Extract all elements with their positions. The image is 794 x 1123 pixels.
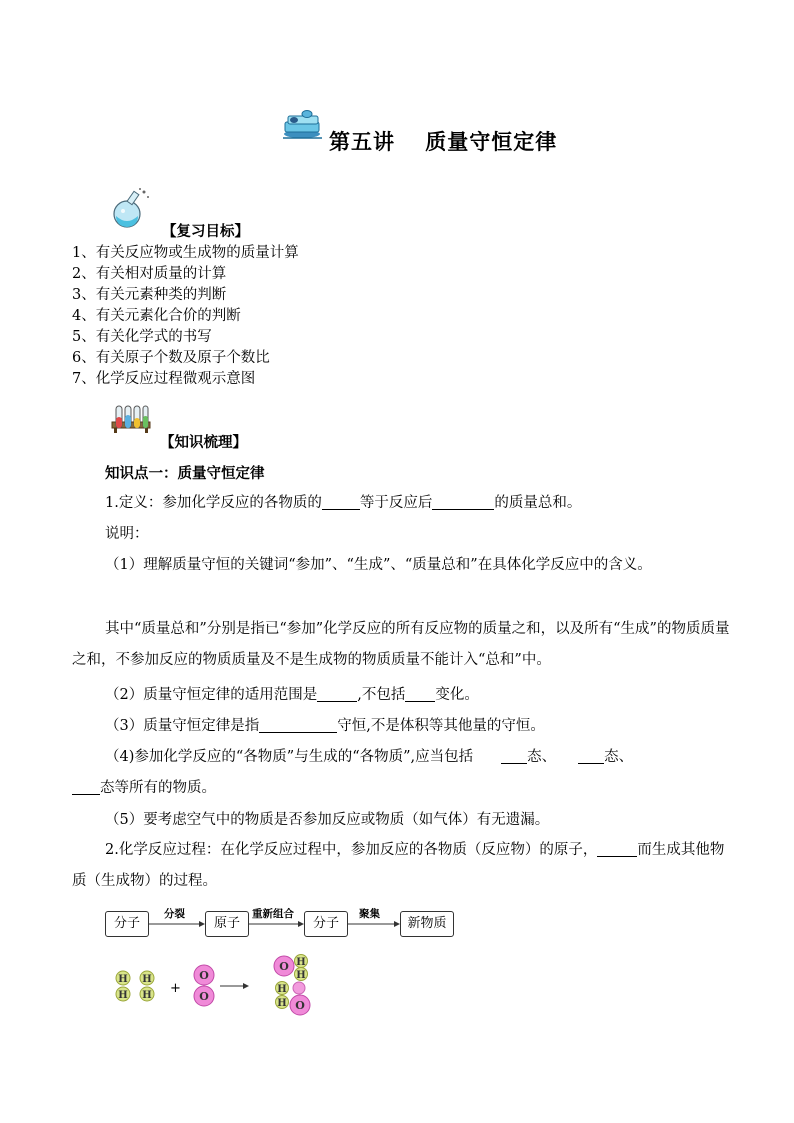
flow-label-gather: 聚集	[359, 908, 380, 920]
note-2	[105, 685, 479, 706]
svg-text:H: H	[277, 998, 287, 1009]
svg-text:H: H	[277, 984, 287, 995]
note-text: ,不包括	[357, 687, 406, 703]
svg-text:H: H	[142, 990, 152, 1001]
note-4	[105, 747, 633, 768]
definition-text: 等于反应后	[359, 495, 433, 511]
note-4-cont	[72, 778, 216, 799]
list-item: 3、有关元素种类的判断	[72, 287, 227, 303]
svg-text:H: H	[118, 974, 128, 985]
note-text: 变化。	[435, 687, 479, 703]
blank-field	[317, 686, 357, 702]
note-text: （3）质量守恒定律是指	[105, 718, 260, 734]
note-text: （2）质量守恒定律的适用范围是	[105, 687, 318, 703]
svg-text:H: H	[142, 974, 152, 985]
flow-box-molecule-2: 分子	[304, 911, 348, 937]
list-item: 5、有关化学式的书写	[72, 329, 212, 345]
svg-text:H: H	[296, 970, 306, 981]
flow-box-molecule: 分子	[105, 911, 149, 937]
svg-text:H: H	[118, 990, 128, 1001]
svg-text:O: O	[295, 999, 305, 1012]
process-text: 2.化学反应过程：在化学反应过程中，参加反应的各物质（反应物）的原子，	[105, 842, 598, 858]
flow-label-split: 分裂	[164, 908, 185, 920]
svg-text:O: O	[199, 969, 209, 982]
h2o-molecule	[274, 955, 308, 982]
flow-label-recombine: 重新组合	[252, 908, 294, 920]
blank-field	[501, 748, 527, 764]
review-heading: 【复习目标】	[162, 223, 249, 240]
point1-title: 知识点一：质量守恒定律	[105, 465, 265, 482]
blank-field	[259, 717, 337, 733]
list-item: 4、有关元素化合价的判断	[72, 308, 241, 324]
h2-molecule	[116, 971, 130, 1001]
note-text: （4)参加化学反应的“各物质”与生成的“各物质”,应当包括	[105, 749, 474, 765]
svg-text:H: H	[296, 957, 306, 968]
flow-arrows	[147, 916, 401, 932]
note-label: 说明：	[105, 526, 149, 542]
flask-icon	[108, 186, 154, 230]
blank-field	[578, 748, 604, 764]
review-list	[72, 243, 299, 390]
process-text: 而生成其他物质（生成物）的过程。	[72, 842, 725, 889]
blank-field	[322, 494, 360, 510]
note-1-extra: 其中“质量总和”分别是指已“参加”化学反应的所有反应物的质量之和，以及所有“生成”的物质质量之和，不参加反应的物质质量及不是生成物的物质质量不能计入“总和”中。	[72, 621, 730, 668]
definition-text: 1.定义：参加化学反应的各物质的	[105, 495, 322, 511]
blank-field	[432, 494, 494, 510]
list-item: 1、有关反应物或生成物的质量计算	[72, 245, 299, 261]
note-1: （1）理解质量守恒的关键词“参加”、“生成”、“质量总和”在具体化学反应中的含义。	[105, 557, 652, 573]
list-item: 7、化学反应过程微观示意图	[72, 371, 256, 387]
o2-molecule	[194, 965, 214, 1006]
note-text: 态、	[527, 749, 557, 765]
flow-box-new-substance: 新物质	[400, 911, 454, 937]
note-text: 守恒,不是体积等其他量的守恒。	[337, 718, 545, 734]
svg-text:O: O	[279, 960, 289, 973]
definition-text: 的质量总和。	[494, 495, 582, 511]
reaction-molecules	[108, 950, 328, 1020]
note-text: 态等所有的物质。	[100, 780, 216, 796]
svg-text:O: O	[199, 990, 209, 1003]
books-icon	[280, 108, 324, 140]
note-5: （5）要考虑空气中的物质是否参加反应或物质（如气体）有无遗漏。	[105, 812, 550, 828]
note-text: 态、	[604, 749, 634, 765]
list-item: 6、有关原子个数及原子个数比	[72, 350, 270, 366]
test-tubes-icon	[110, 404, 152, 434]
blank-field	[405, 686, 435, 702]
plus-sign: +	[170, 981, 181, 996]
blank-field	[72, 779, 100, 795]
note-3	[105, 716, 545, 737]
blank-field	[597, 841, 637, 857]
h2-molecule	[140, 971, 154, 1001]
process-definition	[72, 835, 732, 897]
knowledge-heading: 【知识梳理】	[160, 434, 247, 451]
list-item: 2、有关相对质量的计算	[72, 266, 227, 282]
page-title: 第五讲 质量守恒定律	[329, 129, 558, 154]
flow-box-atom: 原子	[205, 911, 249, 937]
definition-line	[105, 493, 581, 514]
